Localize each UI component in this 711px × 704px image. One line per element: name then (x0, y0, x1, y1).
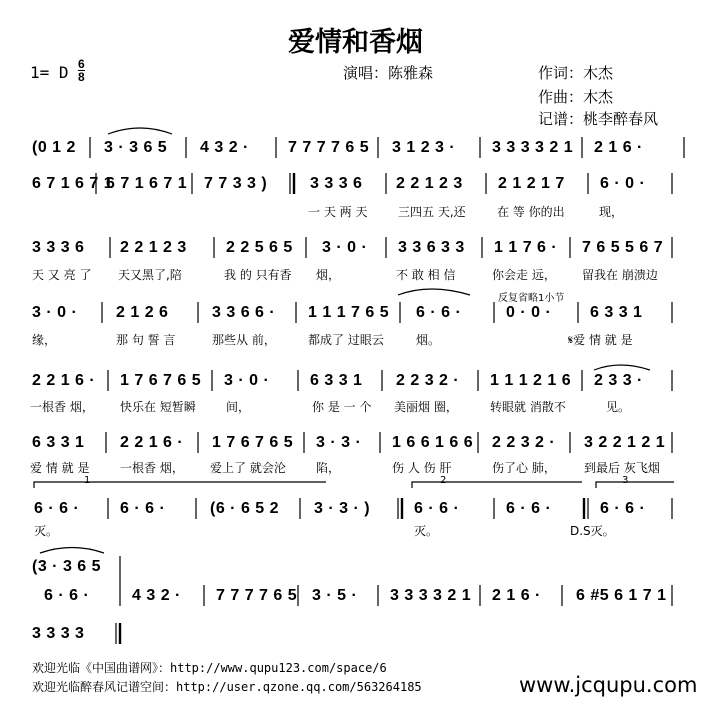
measure: 7 6 5 5 6 7 (582, 239, 664, 256)
lyric: 你会走 远， (492, 268, 556, 282)
measure: 6 7 1 6 7 1 (106, 175, 188, 192)
measure: (3 · 3 6 5 (32, 558, 102, 575)
measure: 7 7 7 7 6 5 (216, 587, 298, 604)
measure: 3 · 5 · (312, 587, 358, 604)
measure: 6 · 6 · (600, 500, 646, 517)
lyric: 灭。 (34, 524, 59, 538)
measure: 6 · 6 · (414, 500, 460, 517)
lyric: 三四五 天,还 (398, 205, 466, 219)
lyricist-credit: 作词：木杰 (538, 64, 614, 82)
lyric: 我 的 只有香 (224, 268, 292, 282)
volta-label-3: 3 (622, 475, 629, 486)
measure: 3 3 6 3 3 (398, 239, 465, 256)
ds-ending-lyric: D.S灭。 (570, 524, 615, 538)
measure: 6 #5 6 1 7 1 (576, 587, 667, 604)
lyric: 𝄋爱 情 就 是 (568, 333, 633, 347)
lyric: 都成了 过眼云 (308, 333, 384, 347)
singer-credit: 演唱：陈雅森 (343, 64, 434, 82)
lyric: 留我在 崩溃边 (582, 268, 658, 282)
measure: (0 1 2 (32, 139, 76, 156)
measure: 3 2 2 1 2 1 (584, 434, 666, 451)
volta-label-1: 1 (84, 475, 91, 486)
lyric: 快乐在 短暂瞬 (120, 400, 196, 414)
lyric: 一 天 两 天 (308, 205, 368, 219)
lyric: 不 敢 相 信 (396, 268, 456, 282)
lyric: 间， (226, 400, 251, 414)
measure: 3 1 2 3 · (392, 139, 456, 156)
measure: 3 3 3 3 (32, 625, 85, 642)
measure: 1 7 6 7 6 5 (120, 372, 202, 389)
measure: 1 6 6 1 6 6 (392, 434, 474, 451)
footer-line-1: 欢迎光临《中国曲谱网》：http://www.qupu123.com/space/6 (32, 661, 387, 675)
lyric: 那 句 誓 言 (116, 333, 176, 347)
measure: 6 3 3 1 (310, 372, 363, 389)
measure: 6 · 6 · (34, 500, 80, 517)
lyric: 烟。 (416, 333, 441, 347)
meter-top: 6 (78, 57, 85, 71)
lyric: 陷， (316, 461, 341, 475)
measure: 6 3 3 1 (590, 304, 643, 321)
lyric: 一根香 烟， (120, 461, 184, 475)
measure: 1 1 7 6 · (494, 239, 558, 256)
transcriber-credit: 记谱：桃李醉春风 (538, 110, 659, 128)
measure: 0 · 0 · (506, 304, 552, 321)
measure: 2 1 2 1 7 (498, 175, 565, 192)
measure: 3 3 3 6 (32, 239, 85, 256)
time-signature (78, 58, 85, 83)
measure: 3 3 3 3 2 1 (492, 139, 574, 156)
lyric: 天 又 亮 了 (32, 268, 92, 282)
measure: 2 2 1 6 · (120, 434, 184, 451)
measure: 3 3 6 6 · (212, 304, 276, 321)
lyric: 伤了心 肺， (492, 461, 556, 475)
lyric: 那些从 前， (212, 333, 276, 347)
measure: 2 2 1 6 · (32, 372, 96, 389)
lyric: 一根香 烟， (30, 400, 94, 414)
composer-credit: 作曲：木杰 (538, 88, 614, 106)
song-title: 爱情和香烟 (288, 27, 423, 58)
measure: 6 · 6 · (44, 587, 90, 604)
measure: 3 · 0 · (224, 372, 270, 389)
measure: 4 3 2 · (200, 139, 249, 156)
meter-bottom: 8 (78, 70, 85, 84)
volta-label-2: 2 (440, 475, 447, 486)
measure: 3 3 3 6 (310, 175, 363, 192)
measure: 6 · 6 · (120, 500, 166, 517)
lyric: 爱上了 就会沦 (210, 461, 286, 475)
lyric: 天又黑了,陪 (118, 268, 182, 282)
lyric: 烟， (316, 268, 341, 282)
measure: 3 · 3 · ) (314, 500, 371, 517)
measure: 3 · 3 6 5 (104, 139, 168, 156)
measure: 3 3 3 3 2 1 (390, 587, 472, 604)
measure: 3 · 0 · (322, 239, 368, 256)
lyric: 美丽烟 圈， (394, 400, 458, 414)
measure: 6 · 0 · (600, 175, 646, 192)
repeat-note: 反复省略1小节 (498, 293, 565, 304)
measure: 4 3 2 · (132, 587, 181, 604)
lyric: 爱 情 就 是 (30, 461, 90, 475)
key-signature: 1= D (30, 63, 69, 82)
lyric: 在 等 你的出 (497, 205, 565, 219)
lyric: 缘， (32, 333, 57, 347)
lyric: 现， (599, 205, 624, 219)
measure: 2 2 1 2 3 (120, 239, 187, 256)
measure: 2 2 5 6 5 (226, 239, 293, 256)
measure: 1 1 1 7 6 5 (308, 304, 390, 321)
measure: 6 3 3 1 (32, 434, 85, 451)
measure: 2 2 1 2 3 (396, 175, 463, 192)
lyric: 伤 人 伤 肝 (392, 461, 452, 475)
measure: 2 3 3 · (594, 372, 643, 389)
measure: 7 7 7 7 6 5 (288, 139, 370, 156)
lyric: 到最后 灰飞烟 (584, 461, 660, 475)
measure: 3 · 0 · (32, 304, 78, 321)
measure: (6 · 6 5 2 (210, 500, 280, 517)
lyric: 灭。 (414, 524, 439, 538)
measure: 2 1 2 6 (116, 304, 169, 321)
measure: 3 · 3 · (316, 434, 362, 451)
measure: 2 1 6 · (492, 587, 541, 604)
footer-line-2: 欢迎光临醉春风记谱空间：http://user.qzone.qq.com/563264185 (32, 680, 422, 694)
lyric: 你 是 一 个 (312, 400, 372, 414)
measure: 1 1 1 2 1 6 (490, 372, 572, 389)
measure: 1 7 6 7 6 5 (212, 434, 294, 451)
measure: 2 2 3 2 · (492, 434, 556, 451)
lyric: 转眼就 消散不 (490, 400, 566, 414)
site-watermark: www.jcqupu.com (519, 673, 698, 697)
lyric: 见。 (606, 400, 631, 414)
measure: 6 · 6 · (506, 500, 552, 517)
measure: 2 2 3 2 · (396, 372, 460, 389)
measure: 6 7 1 6 7 1 (32, 175, 114, 192)
measure: 6 · 6 · (416, 304, 462, 321)
measure: 2 1 6 · (594, 139, 643, 156)
measure: 7 7 3 3 ) (204, 175, 268, 192)
